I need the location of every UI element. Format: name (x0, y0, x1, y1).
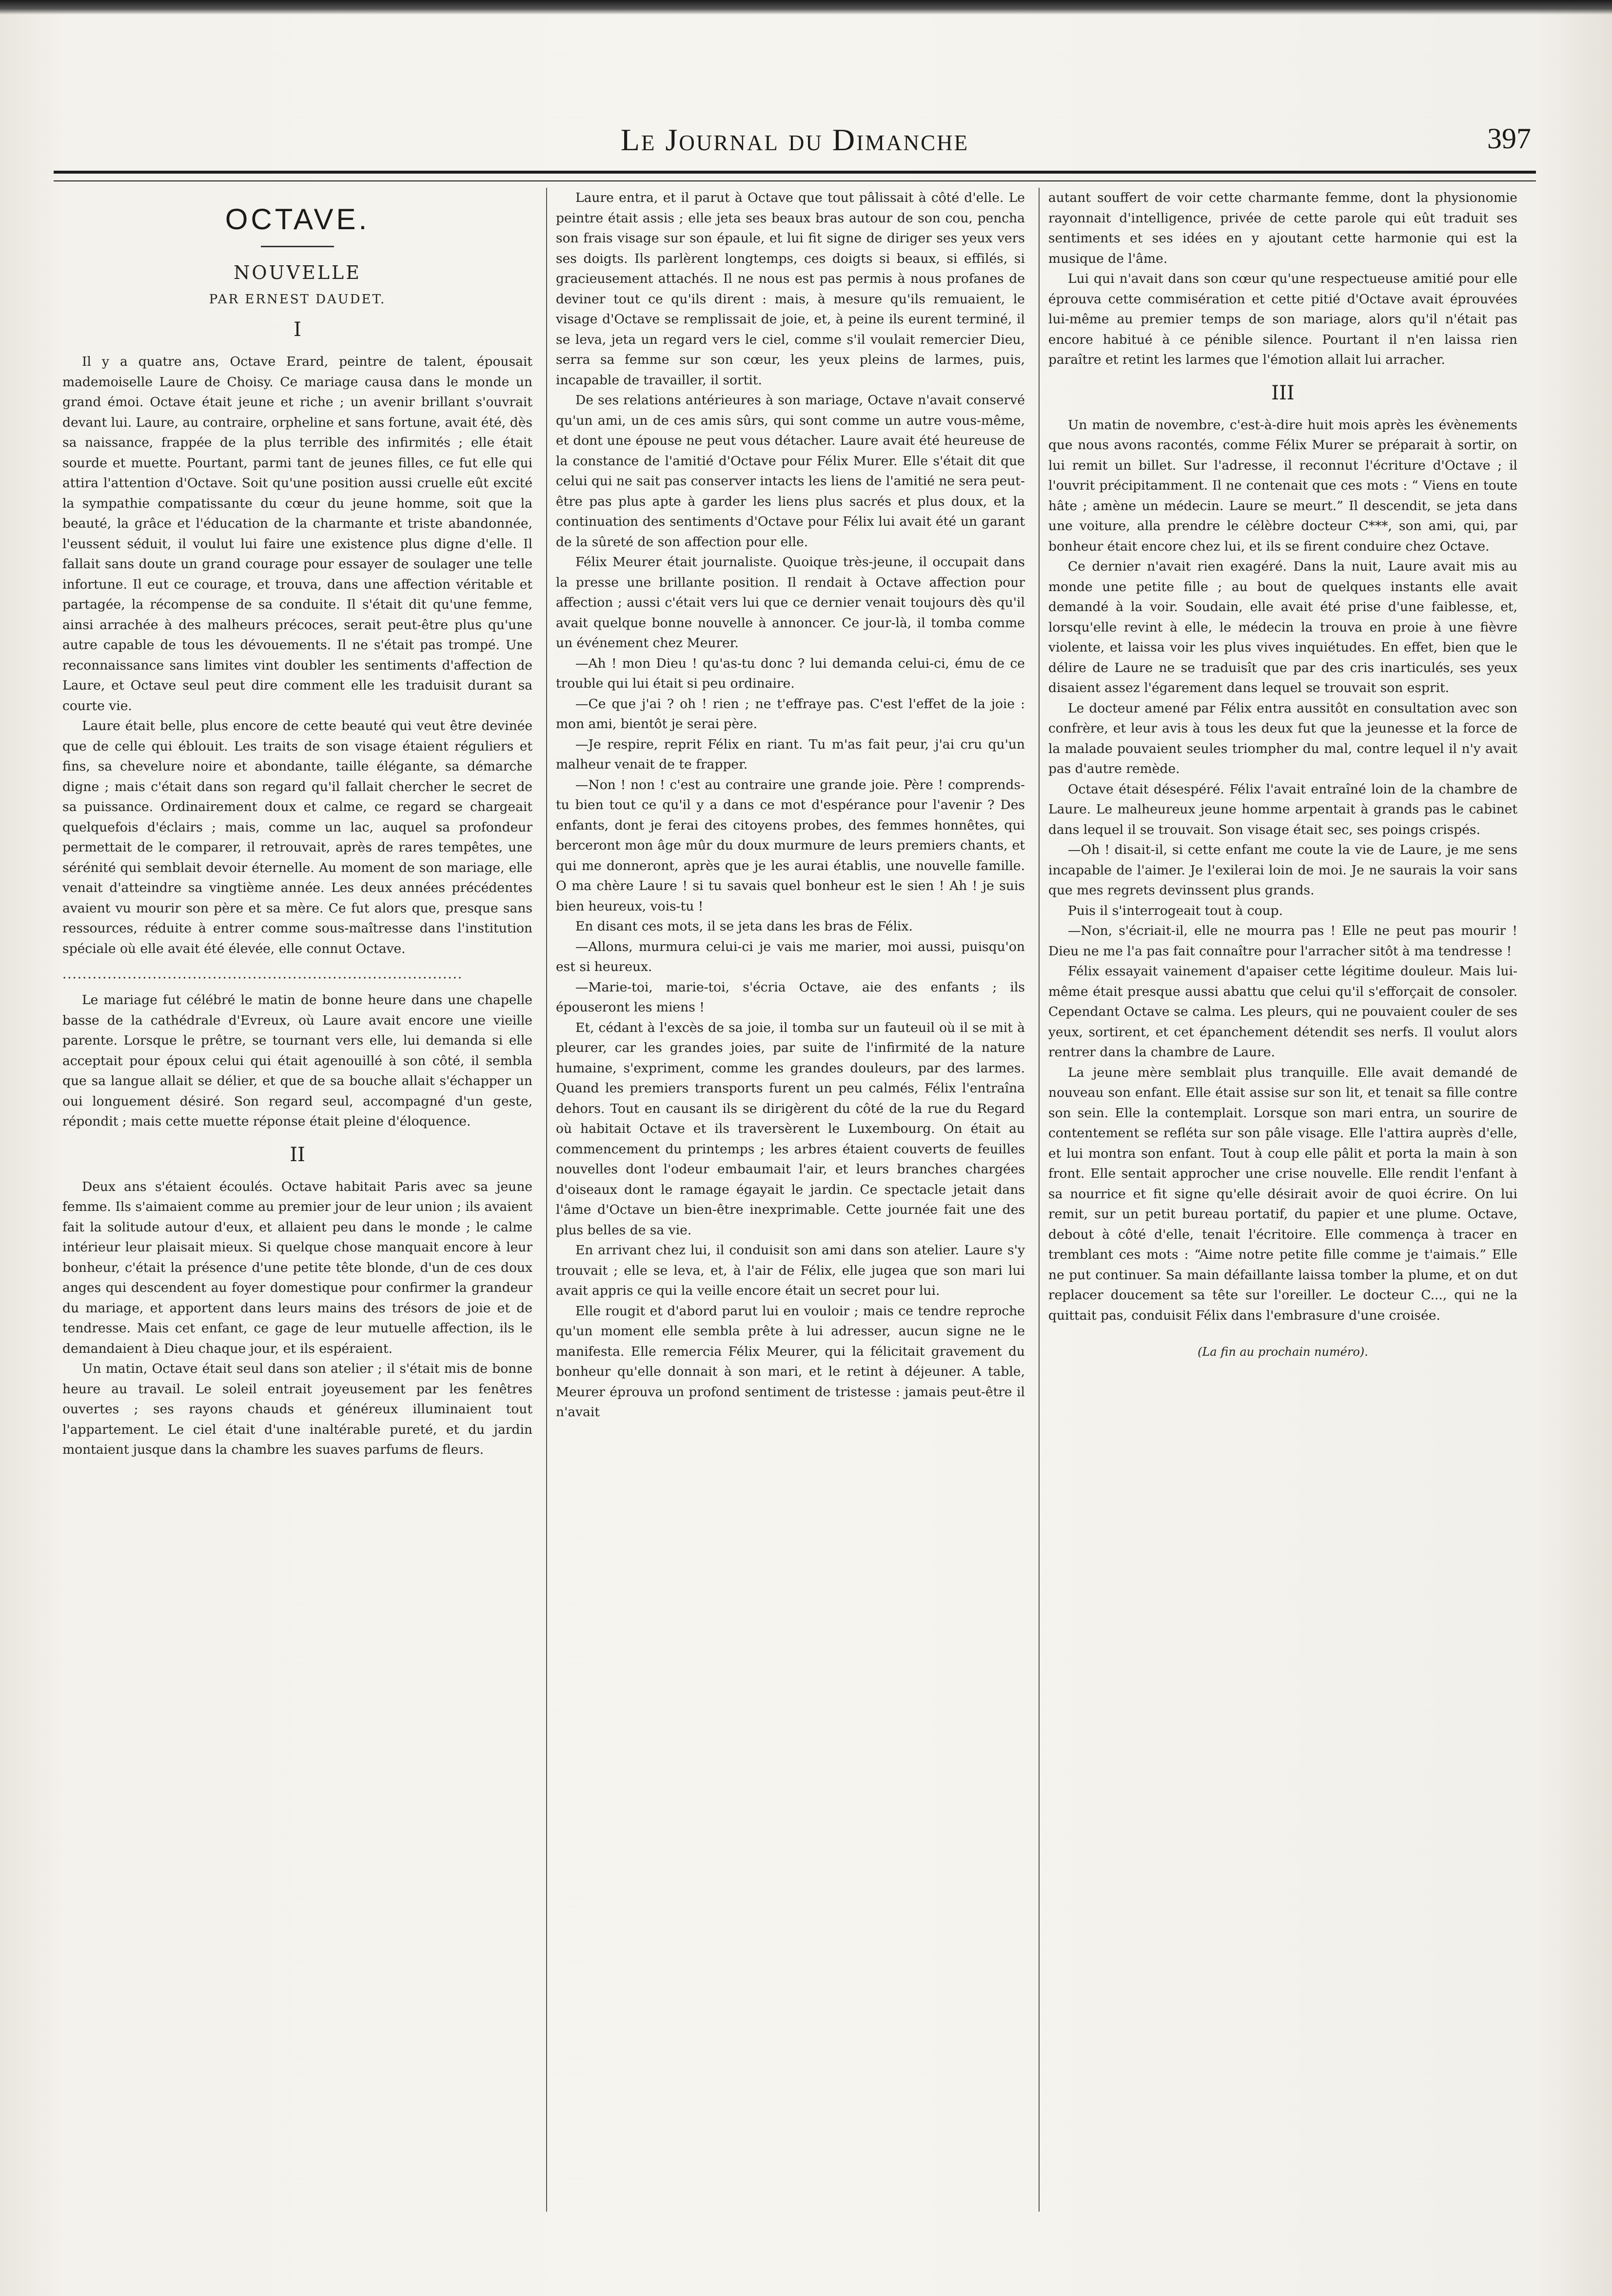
paragraph: En disant ces mots, il se jeta dans les bras de Félix. (575, 919, 913, 934)
paragraph: Elle rougit et d'abord parut lui en vouloir ; mais ce tendre reproche qu'un moment elle sembla prête à lui adresser, aucun signe ne le manifesta. Elle remercia Félix Meurer, qui la félicitait gravement du bonheur qu'elle donnait à son mari, et le retint à déjeuner. A table, Meurer éprouva un profond sentiment de tristesse : jamais peut-être il n'avait (556, 1303, 1025, 1420)
section-number-1: I (294, 318, 301, 341)
story-title: OCTAVE. (225, 203, 370, 236)
dialogue-line: —Allons, murmura celui-ci je vais me marier, moi aussi, puisqu'on est si heureux. (556, 939, 1025, 974)
dialogue-line: —Non ! non ! c'est au contraire une grande joie. Père ! comprends-tu bien tout ce qu'il y a dans ce mot d'espérance pour l'avenir ? Des enfants, dont je ferai des citoyens probes, des femmes honnêtes, qui berceront mon âge mûr du doux murmure de leurs premiers chants, et qui me donneront, après que je les aurai établis, une nouvelle famille. O ma chère Laure ! si tu savais quel bonheur est le sien ! Ah ! je suis bien heureux, vois-tu ! (556, 777, 1025, 914)
paragraph: Le docteur amené par Félix entra aussitôt en consultation avec son confrère, et leur avis à tous les deux fut que la jeunesse et la force de la malade pouvaient seules triompher du mal, contre lequel il n'y avait pas d'autre remède. (1048, 700, 1517, 776)
title-rule (261, 246, 334, 247)
continuation-note: (La fin au prochain numéro). (1198, 1345, 1368, 1359)
paragraph: Octave était désespéré. Félix l'avait entraîné loin de la chambre de Laure. Le malheureux jeune homme arpentait à grands pas le cabinet dans lequel il se trouvait. Son visage était sec, ses poings crispés. (1048, 781, 1517, 837)
story-author: PAR ERNEST DAUDET. (209, 292, 386, 307)
column-3 (1039, 188, 1526, 2212)
dialogue-line: —Marie-toi, marie-toi, s'écria Octave, aie des enfants ; ils épouseront les miens ! (556, 979, 1025, 1015)
paragraph-continued: autant souffert de voir cette charmante femme, dont la physionomie rayonnait d'intelligence, privée de cette parole qui eût traduit ses sentiments et ses idées en y ajoutant cette harmonie qui est la musique de l'âme. (1048, 190, 1517, 266)
paragraph: Le mariage fut célébré le matin de bonne heure dans une chapelle basse de la cathédrale d'Evreux, où Laure avait encore une vieille parente. Lorsque le prêtre, se tournant vers elle, lui demanda si elle acceptait pour époux celui qui était agenouillé à son côté, il sembla que sa langue allait se délier, et que de sa bouche allait s'échapper un oui longuement désiré. Son regard seul, accompagné d'un geste, répondit ; mais cette muette réponse était pleine d'éloquence. (62, 992, 532, 1129)
dialogue-line: —Ce que j'ai ? oh ! rien ; ne t'effraye pas. C'est l'effet de la joie : mon ami, bientôt je serai père. (556, 696, 1025, 732)
paragraph: Ce dernier n'avait rien exagéré. Dans la nuit, Laure avait mis au monde une petite fille ; au bout de quelques instants elle avait demandé à la voir. Soudain, elle avait été prise d'une faiblesse, et, lorsqu'elle revint à elle, le médecin la trouva en proie à une fièvre violente, et laissa voir les plus vives inquiétudes. En effet, bien que le délire de Laure ne se traduisît que par des cris inarticulés, ses yeux disaient assez l'égarement dans lequel se trouvait son esprit. (1048, 559, 1517, 695)
paragraph: Un matin de novembre, c'est-à-dire huit mois après les évènements que nous avons racontés, comme Félix Murer se préparait à sortir, on lui remit un billet. Sur l'adresse, il reconnut l'écriture d'Octave ; il l'ouvrit précipitamment. Il ne contenait que ces mots : “ Viens en toute hâte ; amène un médecin. Laure se meurt.” Il descendit, se jeta dans une voiture, alla prendre le célèbre docteur C***, son ami, qui, par bonheur était encore chez lui, et ils se firent conduire chez Octave. (1048, 417, 1517, 554)
paragraph: Deux ans s'étaient écoulés. Octave habitait Paris avec sa jeune femme. Ils s'aimaient comme au premier jour de leur union ; ils avaient fait la solitude autour d'eux, et allaient peu dans le monde ; le calme intérieur leur plaisait mieux. Si quelque chose manquait encore à leur bonheur, c'était la présence d'une petite tête blonde, d'un de ces doux anges qui descendent au foyer domestique pour confirmer la grandeur du mariage, et apportent dans leurs mains des trésors de joie et de tendresse. Mais cet enfant, ce gage de leur mutuelle affection, ils le demandaient à Dieu chaque jour, et ils espéraient. (62, 1179, 532, 1356)
text-columns (54, 188, 1536, 2212)
paragraph: Il y a quatre ans, Octave Erard, peintre de talent, épousait mademoiselle Laure de Choisy. Ce mariage causa dans le monde un grand émoi. Octave était jeune et riche ; un avenir brillant s'ouvrait devant lui. Laure, au contraire, orpheline et sans fortune, avait été, dès sa naissance, frappée de la plus terrible des infirmités ; elle était sourde et muette. Pourtant, parmi tant de jeunes filles, ce fut elle qui attira l'attention d'Octave. Soit qu'une position aussi cruelle eût excité la sympathie compatissante du cœur du jeune homme, soit que la beauté, la grâce et l'éducation de la charmante et triste abandonnée, l'eussent séduit, il voulut lui faire une existence plus digne d'elle. Il fallait sans doute un grand courage pour essayer de soulager une telle infortune. Il eut ce courage, et trouva, dans une affection véritable et partagée, la récompense de sa conduite. Il s'était dit qu'une femme, ainsi arrachée à des malheurs précoces, serait peut-être plus qu'une autre capable de tous les dévouements. Il ne s'était pas trompé. Une reconnaissance sans limites vint doubler les sentiments d'affection de Laure, et Octave seul peut dire comment elle les traduisit durant sa courte vie. (62, 354, 532, 713)
dialogue-line: —Oh ! disait-il, si cette enfant me coute la vie de Laure, je me sens incapable de l'aimer. Je l'exilerai loin de moi. Je ne saurais la voir sans que mes regrets devinssent plus grands. (1048, 842, 1517, 898)
dialogue-line: —Ah ! mon Dieu ! qu'as-tu donc ? lui demanda celui-ci, ému de ce trouble qui lui était si peu ordinaire. (556, 655, 1025, 691)
page-number: 397 (1487, 122, 1531, 155)
paragraph: Un matin, Octave était seul dans son atelier ; il s'était mis de bonne heure au travail. Le soleil entrait joyeusement par les fenêtres ouvertes ; ses rayons chauds et généreux illuminaient tout l'appartement. Le ciel était d'une inaltérable pureté, et du jardin montaient jusque dans la chambre les suaves parfums de fleurs. (62, 1361, 532, 1457)
page-header (54, 122, 1536, 166)
paragraph: Félix Meurer était journaliste. Quoique très-jeune, il occupait dans la presse une brillante position. Il rendait à Octave affection pour affection ; aussi c'était vers lui que ce dernier venait toujours dès qu'il avait quelque bonne nouvelle à annoncer. Ce jour-là, il tomba comme un événement chez Meurer. (556, 554, 1025, 651)
paragraph: Et, cédant à l'excès de sa joie, il tomba sur un fauteuil où il se mit à pleurer, car les grandes joies, par suite de l'infirmité de la nature humaine, s'expriment, comme les grandes douleurs, par des larmes. Quand les premiers transports furent un peu calmés, Félix l'entraîna dehors. Tout en causant ils se dirigèrent du côté de la rue du Regard où habitait Octave et ils traversèrent le Luxembourg. On était au commencement du printemps ; les arbres étaient couverts de feuilles nouvelles dont l'odeur embaumait l'air, et leurs branches chargées d'oiseaux dont le ramage égayait le jardin. Ce spectacle jetait dans l'âme d'Octave un bien-être inexprimable. Cette journée fait une des plus belles de sa vie. (556, 1020, 1025, 1238)
dialogue-line: —Je respire, reprit Félix en riant. Tu m'as fait peur, j'ai cru qu'un malheur venait de te frapper. (556, 736, 1025, 772)
section-number-2: II (290, 1143, 305, 1166)
dotted-separator: ................................................................................ (62, 967, 463, 982)
running-title: Le Journal du Dimanche (620, 122, 969, 157)
dialogue-line: —Non, s'écriait-il, elle ne mourra pas ! Elle ne peut pas mourir ! Dieu ne me l'a pas fait connaître pour l'arracher sitôt à ma tendresse ! (1048, 923, 1517, 959)
header-rule (54, 171, 1536, 181)
page-binding-edge (0, 0, 1612, 15)
paragraph: Lui qui n'avait dans son cœur qu'une respectueuse amitié pour elle éprouva cette commisération et cette pitié d'Octave avait éprouvées lui-même au premier temps de son mariage, alors qu'il n'était pas encore habitué à ce pénible silence. Pourtant il n'en laissa rien paraître et retint les larmes que l'émotion allait lui arracher. (1048, 271, 1517, 367)
paragraph: Laure était belle, plus encore de cette beauté qui veut être devinée que de celle qui éblouit. Les traits de son visage étaient réguliers et fins, sa chevelure noire et abondante, taille élégante, sa démarche digne ; mais c'était dans son regard qu'il fallait chercher le secret de sa puissance. Ordinairement doux et calme, ce regard se chargeait quelquefois d'éclairs ; mais, comme un lac, auquel sa profondeur permettait de le comparer, il retrouvait, après de rares tempêtes, une sérénité qui semblait devoir éternelle. Au moment de son mariage, elle venait d'atteindre sa vingtième année. Les deux années précédentes avaient vu mourir son père et sa mère. Ce fut alors que, presque sans ressources, réduite à entrer comme sous-maîtresse dans l'institution spéciale où elle avait été élevée, elle connut Octave. (62, 718, 532, 956)
paragraph: Puis il s'interrogeait tout à coup. (1068, 903, 1283, 918)
paragraph: En arrivant chez lui, il conduisit son ami dans son atelier. Laure s'y trouvait ; elle se leva, et, à l'air de Félix, elle jugea que son mari lui avait appris ce qui la veille encore était un secret pour lui. (556, 1243, 1025, 1298)
paragraph: Laure entra, et il parut à Octave que tout pâlissait à côté d'elle. Le peintre était assis ; elle jeta ses beaux bras autour de son cou, pencha son frais visage sur son épaule, et lui fit signe de diriger ses yeux vers ses doigts. Ils parlèrent longtemps, ces doigts si beaux, si effilés, si gracieusement attachés. Il ne nous est pas permis à nous profanes de deviner tout ce qu'ils dirent : mais, à mesure qu'ils remuaient, le visage d'Octave se remplissait de joie, et, à peine ils eurent terminé, il se leva, jeta un regard vers le ciel, comme s'il voulait remercier Dieu, serra sa femme sur son cœur, les yeux pleins de larmes, puis, incapable de travailler, il sortit. (556, 190, 1025, 388)
paragraph: La jeune mère semblait plus tranquille. Elle avait demandé de nouveau son enfant. Elle était assise sur son lit, et tenait sa fille contre son sein. Elle la contemplait. Lorsque son mari entra, un sourire de contentement se refléta sur son pâle visage. Elle l'attira auprès d'elle, et lui montra son enfant. Tout à coup elle pâlit et porta la main à son front. Elle sentait approcher une crise nouvelle. Elle rendit l'enfant à sa nourrice et fit signe qu'elle désirait avoir de quoi écrire. On lui remit, sur un petit bureau portatif, du papier et une plume. Octave, debout à côté d'elle, tenait l'écritoire. Elle commença à tracer en tremblant ces mots : “Aime notre petite fille comme je t'aimais.” Elle ne put continuer. Sa main défaillante laissa tomber la plume, et on dut replacer doucement sa tête sur l'oreiller. Le docteur C..., qui ne la quittait pas, conduisit Félix dans l'embrasure d'une croisée. (1048, 1065, 1517, 1323)
column-1 (54, 188, 541, 2212)
story-genre: NOUVELLE (234, 262, 361, 283)
paragraph: De ses relations antérieures à son mariage, Octave n'avait conservé qu'un ami, un de ces amis sûrs, qui sont comme un autre vous-même, et dont une épouse ne peut vous détacher. Laure avait été heureuse de la constance de l'amitié d'Octave pour Félix Murer. Elle s'était dit que celui qui ne sait pas conserver intacts les liens de l'amitié ne sera peut-être pas plus apte à garder les liens plus sacrés et plus doux, et la continuation des sentiments d'Octave pour Félix lui avait été un garant de la sûreté de son affection pour elle. (556, 393, 1025, 550)
section-number-3: III (1271, 381, 1295, 404)
column-2 (546, 188, 1034, 2212)
paragraph: Félix essayait vainement d'apaiser cette légitime douleur. Mais lui-même était presque aussi abattu que celui qu'il s'efforçait de consoler. Cependant Octave se calma. Les pleurs, qui ne pouvaient couler de ses yeux, sortirent, et cet épanchement détendit ses nerfs. Il voulut alors rentrer dans la chambre de Laure. (1048, 964, 1517, 1060)
